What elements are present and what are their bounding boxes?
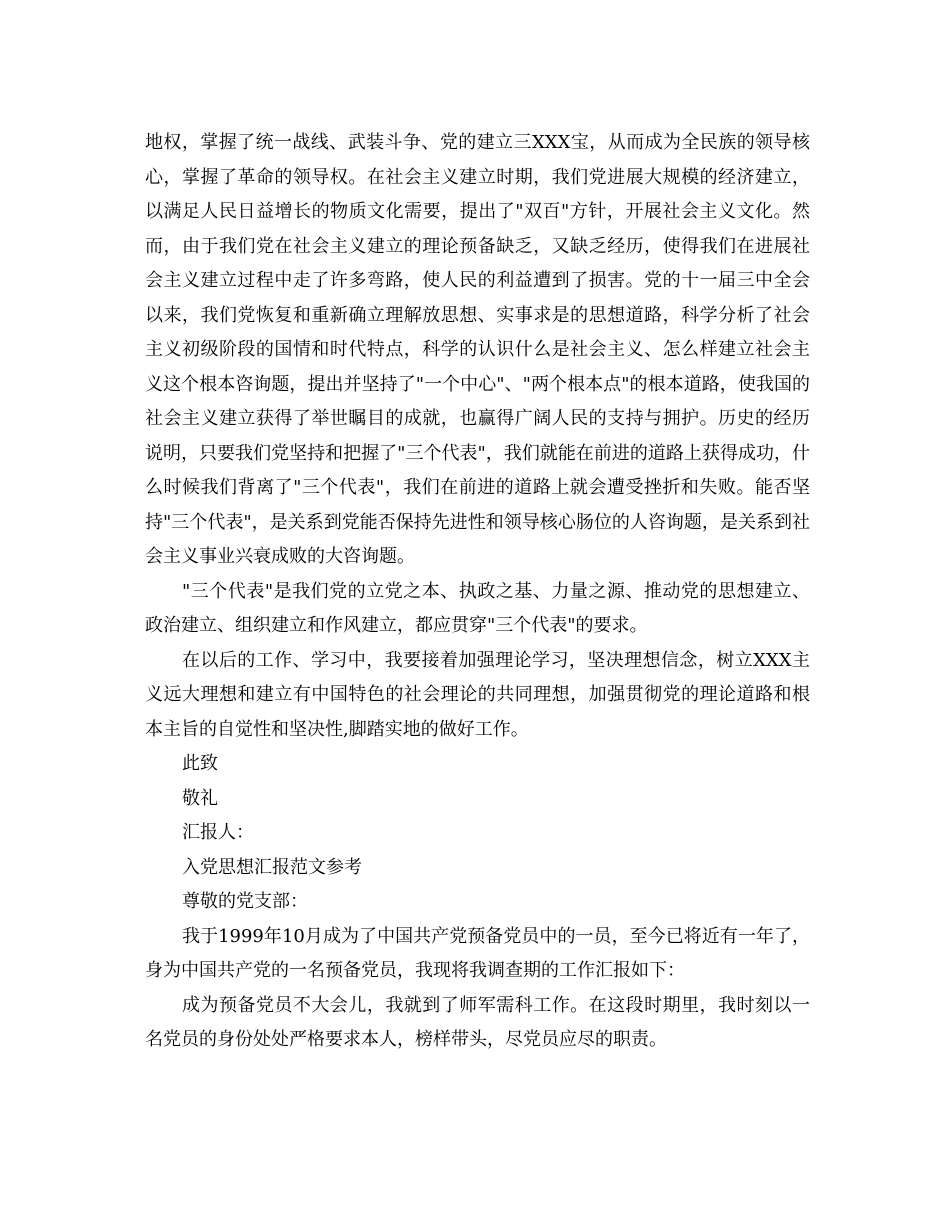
reporter-label: 汇报人：	[182, 822, 254, 843]
closing-line-1: 此致	[182, 753, 218, 774]
paragraph-three-represents: "三个代表"是我们党的立党之本、执政之基、力量之源、推动党的思想建立、政治建立、组织建立和作风建立，都应贯穿"三个代表"的要求。	[145, 580, 810, 636]
paragraph-intro: 我于1999年10月成为了中国共产党预备党员中的一员，至今已将近有一年了，身为中国共产党的一名预备党员，我现将我调查期的工作汇报如下：	[145, 925, 810, 981]
paragraph-history: 地权，掌握了统一战线、武装斗争、党的建立三XXX宝，从而成为全民族的领导核心，掌握了革命的领导权。在社会主义建立时期，我们党进展大规模的经济建立，以满足人民日益增长的物质文化需要，提出了"双百"方针，开展社会主义文化。然而，由于我们党在社会主义建立的理论预备缺乏，又缺乏经历，使得我们在进展社会主义建立过程中走了许多弯路，使人民的利益遭到了损害。党的十一届三中全会以来，我们党恢复和重新确立理解放思想、实事求是的思想道路，科学分析了社会主义初级阶段的国情和时代特点，科学的认识什么是社会主义、怎么样建立社会主义这个根本咨询题，提出并坚持了"一个中心"、"两个根本点"的根本道路，使我国的社会主义建立获得了举世瞩目的成就，也赢得广阔人民的支持与拥护。历史的经历说明，只要我们党坚持和把握了"三个代表"，我们就能在前进的道路上获得成功，什么时候我们背离了"三个代表"，我们在前进的道路上就会遭受挫折和失败。能否坚持"三个代表"，是关系到党能否保持先进性和领导核心肠位的人咨询题，是关系到社会主义事业兴衰成败的大咨询题。	[145, 132, 810, 567]
section-title: 入党思想汇报范文参考	[182, 856, 362, 878]
closing-line-2: 敬礼	[182, 787, 218, 809]
salutation: 尊敬的党支部：	[182, 891, 308, 912]
paragraph-work: 成为预备党员不大会儿，我就到了师军需科工作。在这段时期里，我时刻以一名党员的身份处处严格要求本人，榜样带头，尽党员应尽的职责。	[145, 994, 810, 1050]
document-page	[145, 126, 810, 1058]
paragraph-future-work: 在以后的工作、学习中，我要接着加强理论学习，坚决理想信念，树立XXX主义远大理想和建立有中国特色的社会理论的共同理想，加强贯彻党的理论道路和根本主旨的自觉性和坚决性,脚踏实地的做好工作。	[145, 649, 810, 740]
